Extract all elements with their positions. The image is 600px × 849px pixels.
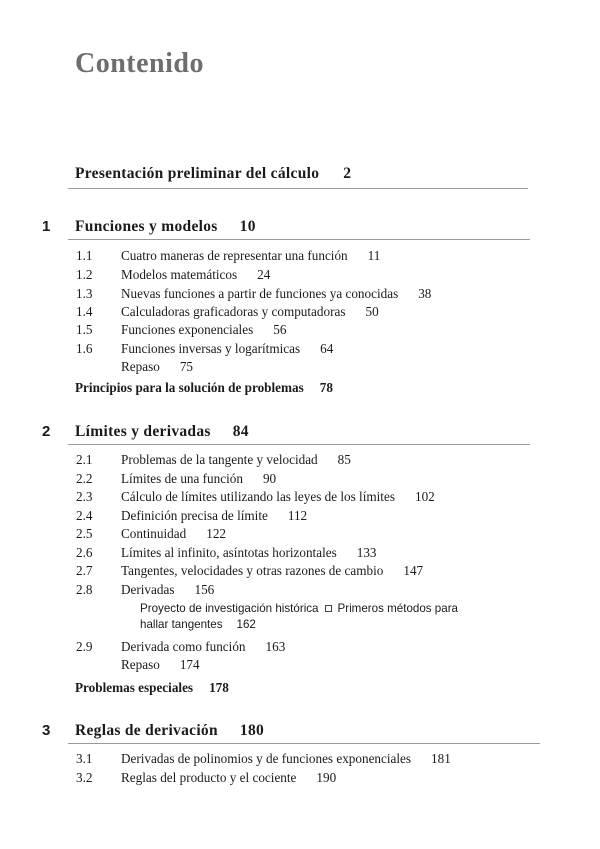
section-page: 75 [179,359,194,374]
section-title: Derivada como función [121,639,246,654]
section-number: 2.8 [76,582,93,597]
section-page: 147 [403,563,424,578]
chapter-number: 3 [42,722,51,739]
chapter-page: 84 [232,423,249,440]
square-bullet-icon [325,605,332,612]
preliminary-page: 2 [343,165,352,182]
project-title-line1: Primeros métodos para [337,602,459,615]
special-title: Problemas especiales [75,680,194,695]
section-page: 133 [356,545,377,560]
section-title: Nuevas funciones a partir de funciones ya conocidas [121,286,399,301]
chapter-page: 180 [239,722,265,739]
special-page: 78 [319,380,333,395]
section-title: Derivadas de polinomios y de funciones exponenciales [121,751,412,766]
preliminary-rule [68,188,528,189]
section-page: 50 [365,304,379,319]
preliminary-title: Presentación preliminar del cálculo [75,165,320,182]
section-title: Derivadas [121,582,175,597]
section-title: Repaso [121,359,160,374]
section-number: 1.1 [76,248,93,263]
special-title: Principios para la solución de problemas [75,380,304,395]
chapter-title: Reglas de derivación [75,722,218,739]
section-title: Cálculo de límites utilizando las leyes de los límites [121,489,395,504]
section-page: 56 [273,322,287,337]
section-title: Reglas del producto y el cociente [121,770,297,785]
project-title-line2: hallar tangentes [140,618,223,631]
section-number: 2.6 [76,545,93,560]
section-number: 2.2 [76,471,93,486]
section-page: 102 [414,489,435,504]
chapter-1-rule [68,239,530,240]
section-number: 2.5 [76,526,93,541]
chapter-number: 2 [42,423,51,440]
page-title: Contenido [75,48,204,79]
section-number: 2.7 [76,563,93,578]
section-number: 1.6 [76,341,93,356]
preliminary-heading [75,165,351,183]
section-title: Modelos matemáticos [121,267,238,282]
chapter-number: 1 [42,218,51,235]
section-page: 38 [418,286,432,301]
section-number: 3.1 [76,751,93,766]
section-number: 1.3 [76,286,93,301]
section-number: 1.2 [76,267,93,282]
section-number: 2.1 [76,452,93,467]
section-page: 64 [320,341,334,356]
section-page: 174 [179,657,200,672]
section-number: 1.4 [76,304,93,319]
section-page: 163 [265,639,286,654]
chapter-page: 10 [239,218,256,235]
section-title: Límites de una función [121,471,243,486]
special-section [75,380,333,396]
project-entry [140,601,550,633]
section-number: 2.9 [76,639,93,654]
section-number: 2.3 [76,489,93,504]
section-title: Cuatro maneras de representar una función [121,248,348,263]
section-page: 90 [262,471,277,486]
section-number: 1.5 [76,322,93,337]
project-page: 162 [236,618,256,631]
section-title: Tangentes, velocidades y otras razones de cambio [121,563,384,578]
section-page: 24 [257,267,271,282]
section-title: Límites al infinito, asíntotas horizontales [121,545,337,560]
section-page: 11 [367,248,381,263]
section-title: Repaso [121,657,160,672]
section-page: 181 [431,751,451,766]
special-page: 178 [209,680,229,695]
section-title: Continuidad [121,526,187,541]
section-page: 122 [206,526,226,541]
chapter-title: Límites y derivadas [75,423,211,440]
project-label: Proyecto de investigación histórica [140,602,319,615]
chapter-3-rule [68,743,540,744]
section-number: 3.2 [76,770,93,785]
section-title: Problemas de la tangente y velocidad [121,452,318,467]
section-page: 156 [194,582,215,597]
chapter-2-rule [68,444,530,445]
section-title: Calculadoras graficadoras y computadoras [121,304,346,319]
section-page: 112 [287,508,308,523]
section-number: 2.4 [76,508,93,523]
chapter-title: Funciones y modelos [75,218,218,235]
section-page: 85 [337,452,351,467]
section-title: Funciones exponenciales [121,322,254,337]
section-title: Funciones inversas y logarítmicas [121,341,301,356]
section-page: 190 [316,770,337,785]
section-title: Definición precisa de límite [121,508,268,523]
special-section [75,680,229,696]
